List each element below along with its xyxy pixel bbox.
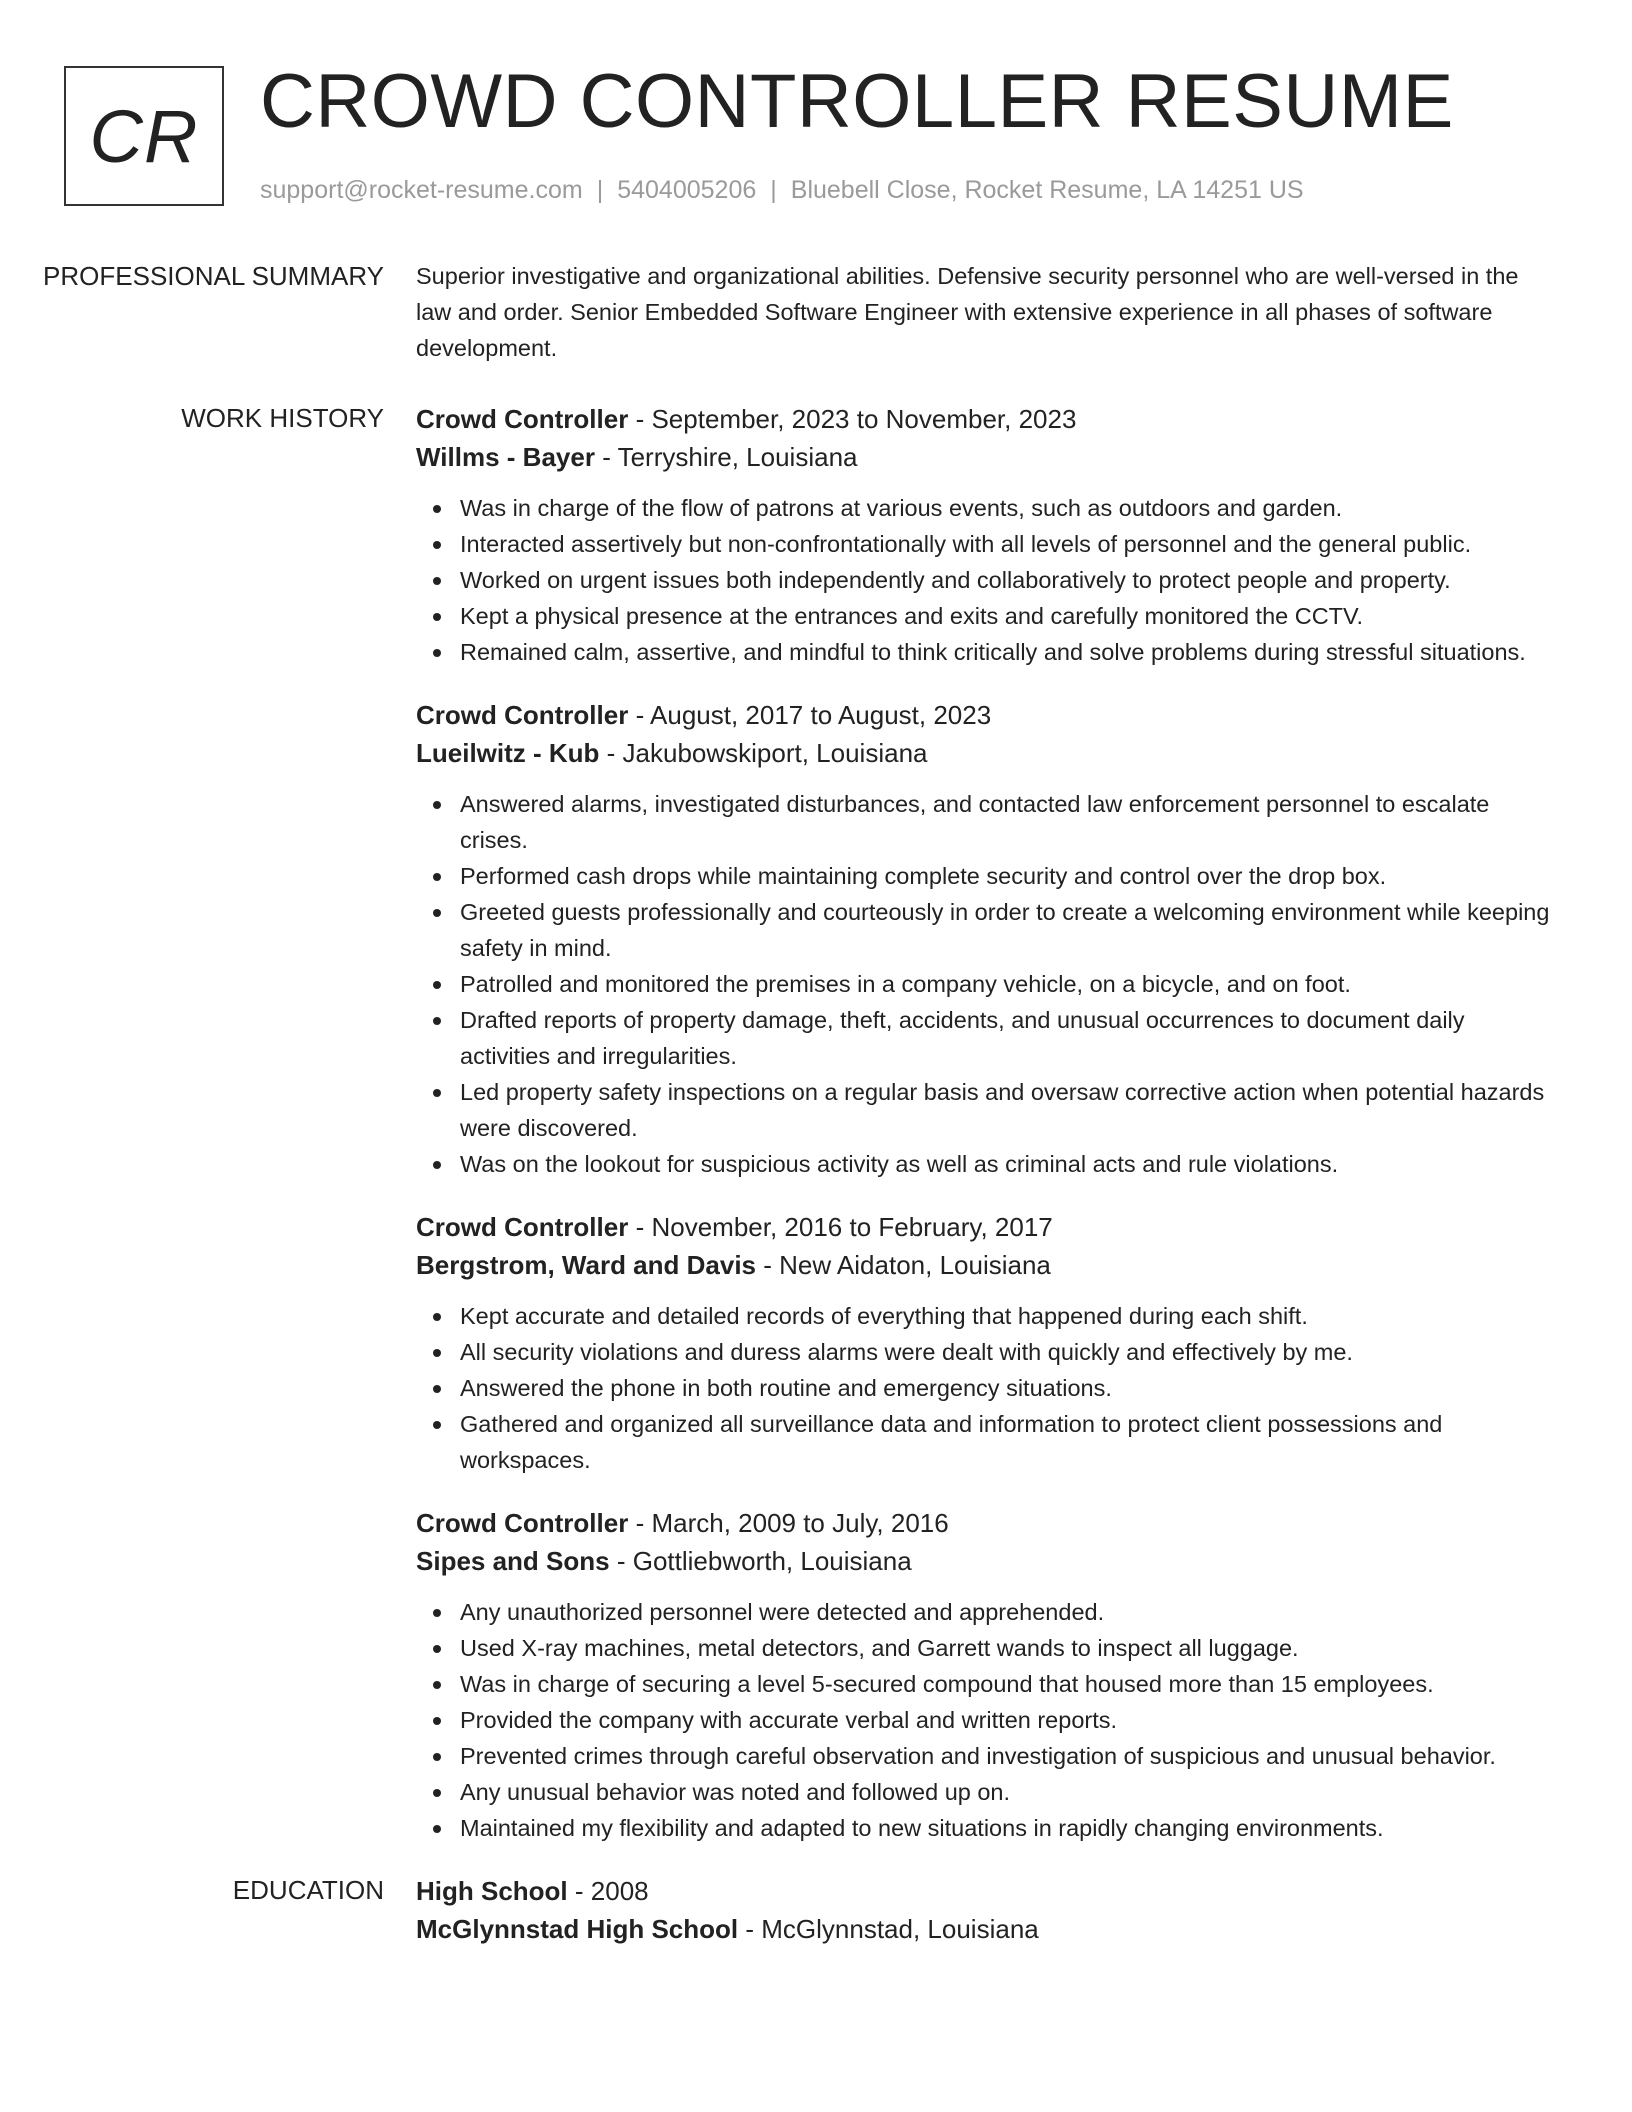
job-dates: - August, 2017 to August, 2023 (635, 700, 992, 730)
list-item: Any unusual behavior was noted and followed up on. (460, 1774, 1556, 1810)
job-duties-list (416, 1594, 1556, 1846)
list-item: Greeted guests professionally and courteously in order to create a welcoming environment while keeping safety in mind. (460, 894, 1556, 966)
contact-separator: | (770, 176, 777, 204)
list-item: Was in charge of securing a level 5-secured compound that housed more than 15 employees. (460, 1666, 1556, 1702)
contact-line (260, 174, 1304, 206)
list-item: Kept a physical presence at the entrances and exits and carefully monitored the CCTV. (460, 598, 1556, 634)
job-location: - Terryshire, Louisiana (602, 442, 858, 472)
list-item: Prevented crimes through careful observation and investigation of suspicious and unusual behavior. (460, 1738, 1556, 1774)
list-item: All security violations and duress alarms were dealt with quickly and effectively by me. (460, 1334, 1556, 1370)
list-item: Led property safety inspections on a regular basis and oversaw corrective action when potential hazards were discovered. (460, 1074, 1556, 1146)
job-title-line (416, 696, 1556, 734)
job-company: Willms - Bayer (416, 442, 595, 472)
list-item: Provided the company with accurate verbal and written reports. (460, 1702, 1556, 1738)
job-company: Bergstrom, Ward and Davis (416, 1250, 757, 1280)
job-dates: - September, 2023 to November, 2023 (635, 404, 1077, 434)
summary-text: Superior investigative and organizational abilities. Defensive security personnel who are well-versed in the law and order. Senior Embedded Software Engineer with extensive experience in all phases of software development. (416, 263, 1519, 361)
list-item: Patrolled and monitored the premises in a company vehicle, on a bicycle, and on foot. (460, 966, 1556, 1002)
education-section (0, 1872, 1632, 1948)
education-degree: High School (416, 1876, 568, 1906)
work-label: WORK HISTORY (181, 403, 384, 433)
job-duties-list (416, 490, 1556, 670)
contact-separator: | (596, 176, 604, 204)
list-item: Answered alarms, investigated disturbances, and contacted law enforcement personnel to escalate crises. (460, 786, 1556, 858)
job-title: Crowd Controller (416, 700, 629, 730)
job-entry (416, 696, 1556, 1182)
summary-label: PROFESSIONAL SUMMARY (43, 261, 384, 291)
list-item: Was on the lookout for suspicious activity as well as criminal acts and rule violations. (460, 1146, 1556, 1182)
summary-body (416, 258, 1556, 366)
job-title: Crowd Controller (416, 404, 629, 434)
job-duties-list (416, 1298, 1556, 1478)
list-item: Answered the phone in both routine and emergency situations. (460, 1370, 1556, 1406)
work-body (416, 400, 1556, 1872)
contact-address: Bluebell Close, Rocket Resume, LA 14251 US (790, 176, 1304, 204)
job-dates: - November, 2016 to February, 2017 (635, 1212, 1053, 1242)
list-item: Maintained my flexibility and adapted to new situations in rapidly changing environments. (460, 1810, 1556, 1846)
education-location: - McGlynnstad, Louisiana (745, 1914, 1039, 1944)
education-year: - 2008 (574, 1876, 649, 1906)
job-company-line (416, 1246, 1556, 1284)
list-item: Remained calm, assertive, and mindful to think critically and solve problems during stressful situations. (460, 634, 1556, 670)
education-body (416, 1872, 1556, 1948)
job-title-line (416, 1504, 1556, 1542)
list-item: Drafted reports of property damage, theft, accidents, and unusual occurrences to document daily activities and irregularities. (460, 1002, 1556, 1074)
job-company-line (416, 734, 1556, 772)
list-item: Any unauthorized personnel were detected and apprehended. (460, 1594, 1556, 1630)
list-item: Worked on urgent issues both independently and collaboratively to protect people and property. (460, 562, 1556, 598)
job-company: Lueilwitz - Kub (416, 738, 600, 768)
job-title-line (416, 1208, 1556, 1246)
job-entry (416, 400, 1556, 670)
job-title: Crowd Controller (416, 1212, 629, 1242)
job-duties-list (416, 786, 1556, 1182)
list-item: Used X-ray machines, metal detectors, and Garrett wands to inspect all luggage. (460, 1630, 1556, 1666)
monogram-logo: CR (64, 66, 224, 206)
job-location: - Jakubowskiport, Louisiana (606, 738, 928, 768)
job-dates: - March, 2009 to July, 2016 (635, 1508, 949, 1538)
contact-phone: 5404005206 (617, 176, 757, 204)
resume-content (0, 258, 1632, 1948)
list-item: Kept accurate and detailed records of everything that happened during each shift. (460, 1298, 1556, 1334)
education-school: McGlynnstad High School (416, 1914, 739, 1944)
education-degree-line (416, 1872, 1556, 1910)
job-title: Crowd Controller (416, 1508, 629, 1538)
job-title-line (416, 400, 1556, 438)
job-location: - Gottliebworth, Louisiana (616, 1546, 912, 1576)
list-item: Was in charge of the flow of patrons at various events, such as outdoors and garden. (460, 490, 1556, 526)
job-entry (416, 1208, 1556, 1478)
page-title: CROWD CONTROLLER RESUME (260, 59, 1454, 144)
list-item: Performed cash drops while maintaining complete security and control over the drop box. (460, 858, 1556, 894)
job-company-line (416, 438, 1556, 476)
list-item: Gathered and organized all surveillance data and information to protect client possessions and workspaces. (460, 1406, 1556, 1478)
education-label: EDUCATION (232, 1875, 384, 1905)
job-company: Sipes and Sons (416, 1546, 610, 1576)
contact-email: support@rocket-resume.com (260, 176, 583, 204)
job-entry (416, 1504, 1556, 1846)
work-section (0, 400, 1632, 1872)
list-item: Interacted assertively but non-confrontationally with all levels of personnel and the general public. (460, 526, 1556, 562)
job-company-line (416, 1542, 1556, 1580)
summary-section (0, 258, 1632, 366)
education-school-line (416, 1910, 1556, 1948)
job-location: - New Aidaton, Louisiana (763, 1250, 1051, 1280)
